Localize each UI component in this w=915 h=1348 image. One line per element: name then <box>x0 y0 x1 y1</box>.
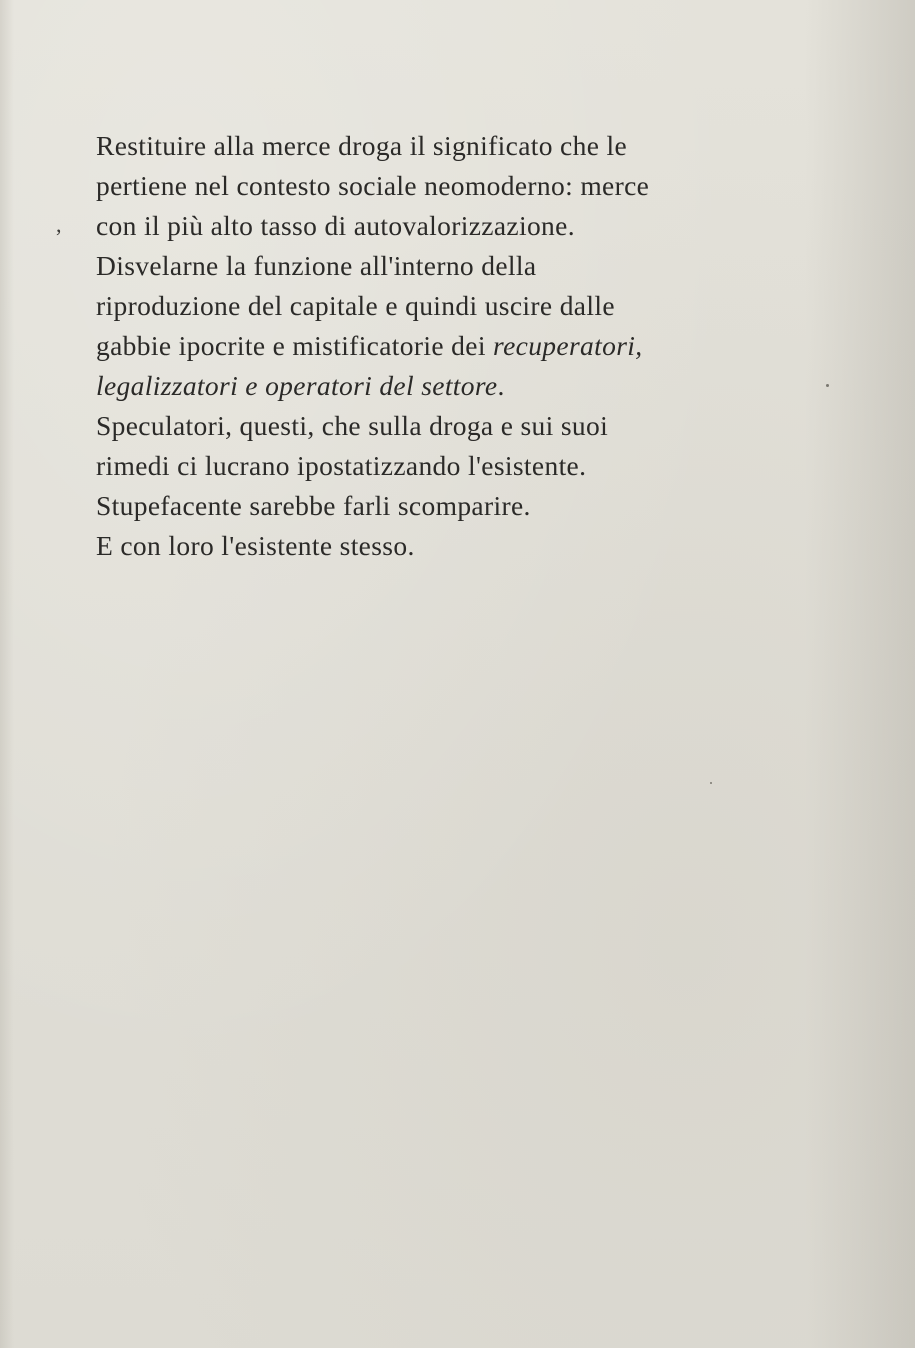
text-line: con il più alto tasso di autovalorizzazione. <box>96 210 575 241</box>
text-line: Restituire alla merce droga il significato che le <box>96 130 628 161</box>
text-segment: . <box>497 370 505 401</box>
text-line <box>96 366 856 406</box>
paper-speck <box>826 384 829 387</box>
text-line <box>96 326 856 366</box>
text-line: Disvelarne la funzione all'interno della <box>96 250 537 281</box>
italic-segment: recuperatori, <box>493 330 643 361</box>
text-line: E con loro l'esistente stesso. <box>96 530 415 561</box>
text-line: Stupefacente sarebbe farli scomparire. <box>96 490 531 521</box>
text-line: riproduzione del capitale e quindi uscire dalle <box>96 290 615 321</box>
text-segment: gabbie ipocrite e mistificatorie dei <box>96 330 494 361</box>
text-line: rimedi ci lucrano ipostatizzando l'esistente. <box>96 450 587 481</box>
text-line: Speculatori, questi, che sulla droga e sui suoi <box>96 410 609 441</box>
italic-segment: legalizzatori e operatori del settore <box>96 370 498 401</box>
text-line: pertiene nel contesto sociale neomoderno: merce <box>96 170 650 201</box>
stray-comma-mark: , <box>56 212 62 237</box>
paper-speck <box>710 782 712 784</box>
paper-edge <box>0 0 14 1348</box>
body-paragraph <box>96 126 856 566</box>
